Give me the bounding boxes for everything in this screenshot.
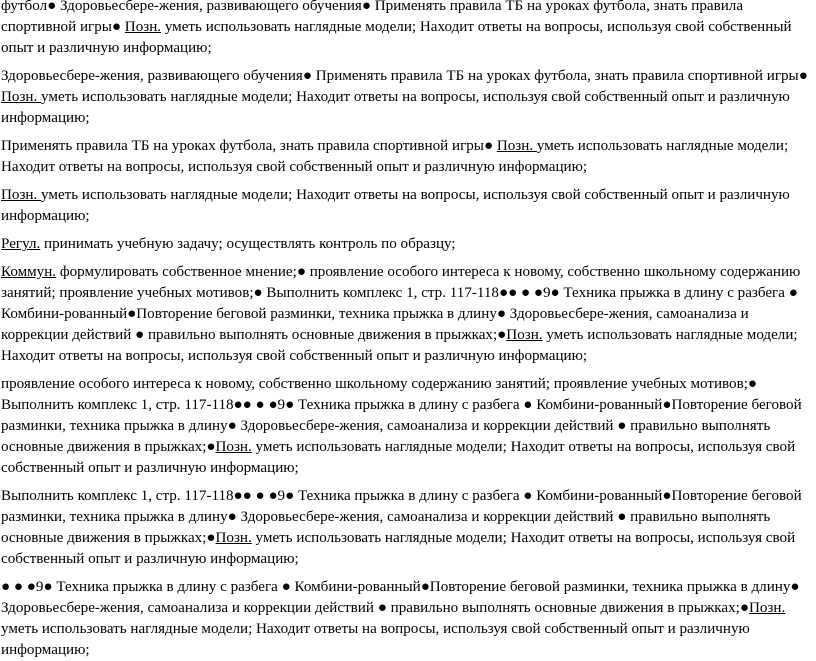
paragraph-3 [1, 136, 809, 178]
text-segment: Выполнить комплекс 1, стр. 117-118●● ● ●9● Техника прыжка в длину с разбега ● Комбини-рованный●Повторение беговой разминки, техника прыжка в длину● Здоровьесбере-жения, самоанализа и коррекции действий ● правильно выполнять основные движения в прыжках;● [1, 488, 802, 546]
underlined-label: Позн. [1, 89, 42, 105]
paragraph-6 [1, 262, 809, 367]
underlined-label: Позн. [215, 439, 252, 455]
text-segment: уметь использовать наглядные модели; Находит ответы на вопросы, используя свой собственный опыт и различную информацию; [1, 138, 789, 175]
underlined-label: Позн. [1, 187, 42, 203]
underlined-label: Позн. [506, 327, 543, 343]
text-segment: проявление особого интереса к новому, собственно школьному содержанию занятий; проявление учебных мотивов;● Выполнить комплекс 1, стр. 117-118●● ● ●9● Техника прыжка в длину с разбега ● Комбини-рованный●Повторение беговой разминки, техника прыжка в длину● Здоровьесбере-жения, самоанализа и коррекции действий ● правильно выполнять основные движения в прыжках;● [1, 376, 802, 455]
text-segment: уметь использовать наглядные модели; Находит ответы на вопросы, используя свой собственный опыт и различную информацию; [1, 19, 792, 56]
paragraph-5 [1, 234, 809, 255]
text-segment: Здоровьесбере-жения, развивающего обучения● Применять правила ТБ на уроках футбола, знать правила спортивной игры● [1, 68, 808, 84]
paragraph-2 [1, 66, 809, 129]
text-segment: уметь использовать наглядные модели; Находит ответы на вопросы, используя свой собственный опыт и различную информацию; [1, 89, 790, 126]
text-segment: формулировать собственное мнение;● проявление особого интереса к новому, собственно школьному содержанию занятий; проявление учебных мотивов;● Выполнить комплекс 1, стр. 117-118●● ● ●9● Техника прыжка в длину с разбега ● Комбини-рованный●Повторение беговой разминки, техника прыжка в длину● Здоровьесбере-жения, самоанализа и коррекции действий ● правильно выполнять основные движения в прыжках;● [1, 264, 801, 343]
paragraph-9 [1, 577, 809, 661]
paragraph-4 [1, 185, 809, 227]
paragraph-7 [1, 374, 809, 479]
paragraph-8 [1, 486, 809, 570]
text-segment: уметь использовать наглядные модели; Находит ответы на вопросы, используя свой собственный опыт и различную информацию; [1, 621, 750, 658]
underlined-label: Коммун. [1, 264, 57, 280]
text-segment: уметь использовать наглядные модели; Находит ответы на вопросы, используя свой собственный опыт и различную информацию; [1, 327, 798, 364]
underlined-label: Позн. [124, 19, 162, 35]
underlined-label: Позн. [748, 600, 786, 616]
text-segment: Применять правила ТБ на уроках футбола, знать правила спортивной игры● [1, 138, 497, 154]
underlined-label: Позн. [215, 530, 252, 546]
text-segment: футбол● Здоровьесбере-жения, развивающего обучения● Применять правила ТБ на уроках футбола, знать правила спортивной игры● [1, 0, 744, 35]
paragraph-1 [1, 0, 809, 59]
text-segment: уметь использовать наглядные модели; Находит ответы на вопросы, используя свой собственный опыт и различную информацию; [1, 530, 796, 567]
underlined-label: Позн. [496, 138, 537, 154]
text-segment: уметь использовать наглядные модели; Находит ответы на вопросы, используя свой собственный опыт и различную информацию; [1, 187, 790, 224]
text-segment: ● ● ●9● Техника прыжка в длину с разбега ● Комбини-рованный●Повторение беговой разминки, техника прыжка в длину● Здоровьесбере-жения, самоанализа и коррекции действий ● правильно выполнять основные движения в прыжках;● [1, 579, 800, 616]
text-segment: принимать учебную задачу; осуществлять контроль по образцу; [40, 236, 456, 252]
underlined-label: Регул. [1, 236, 41, 252]
text-segment: уметь использовать наглядные модели; Находит ответы на вопросы, используя свой собственный опыт и различную информацию; [1, 439, 796, 476]
